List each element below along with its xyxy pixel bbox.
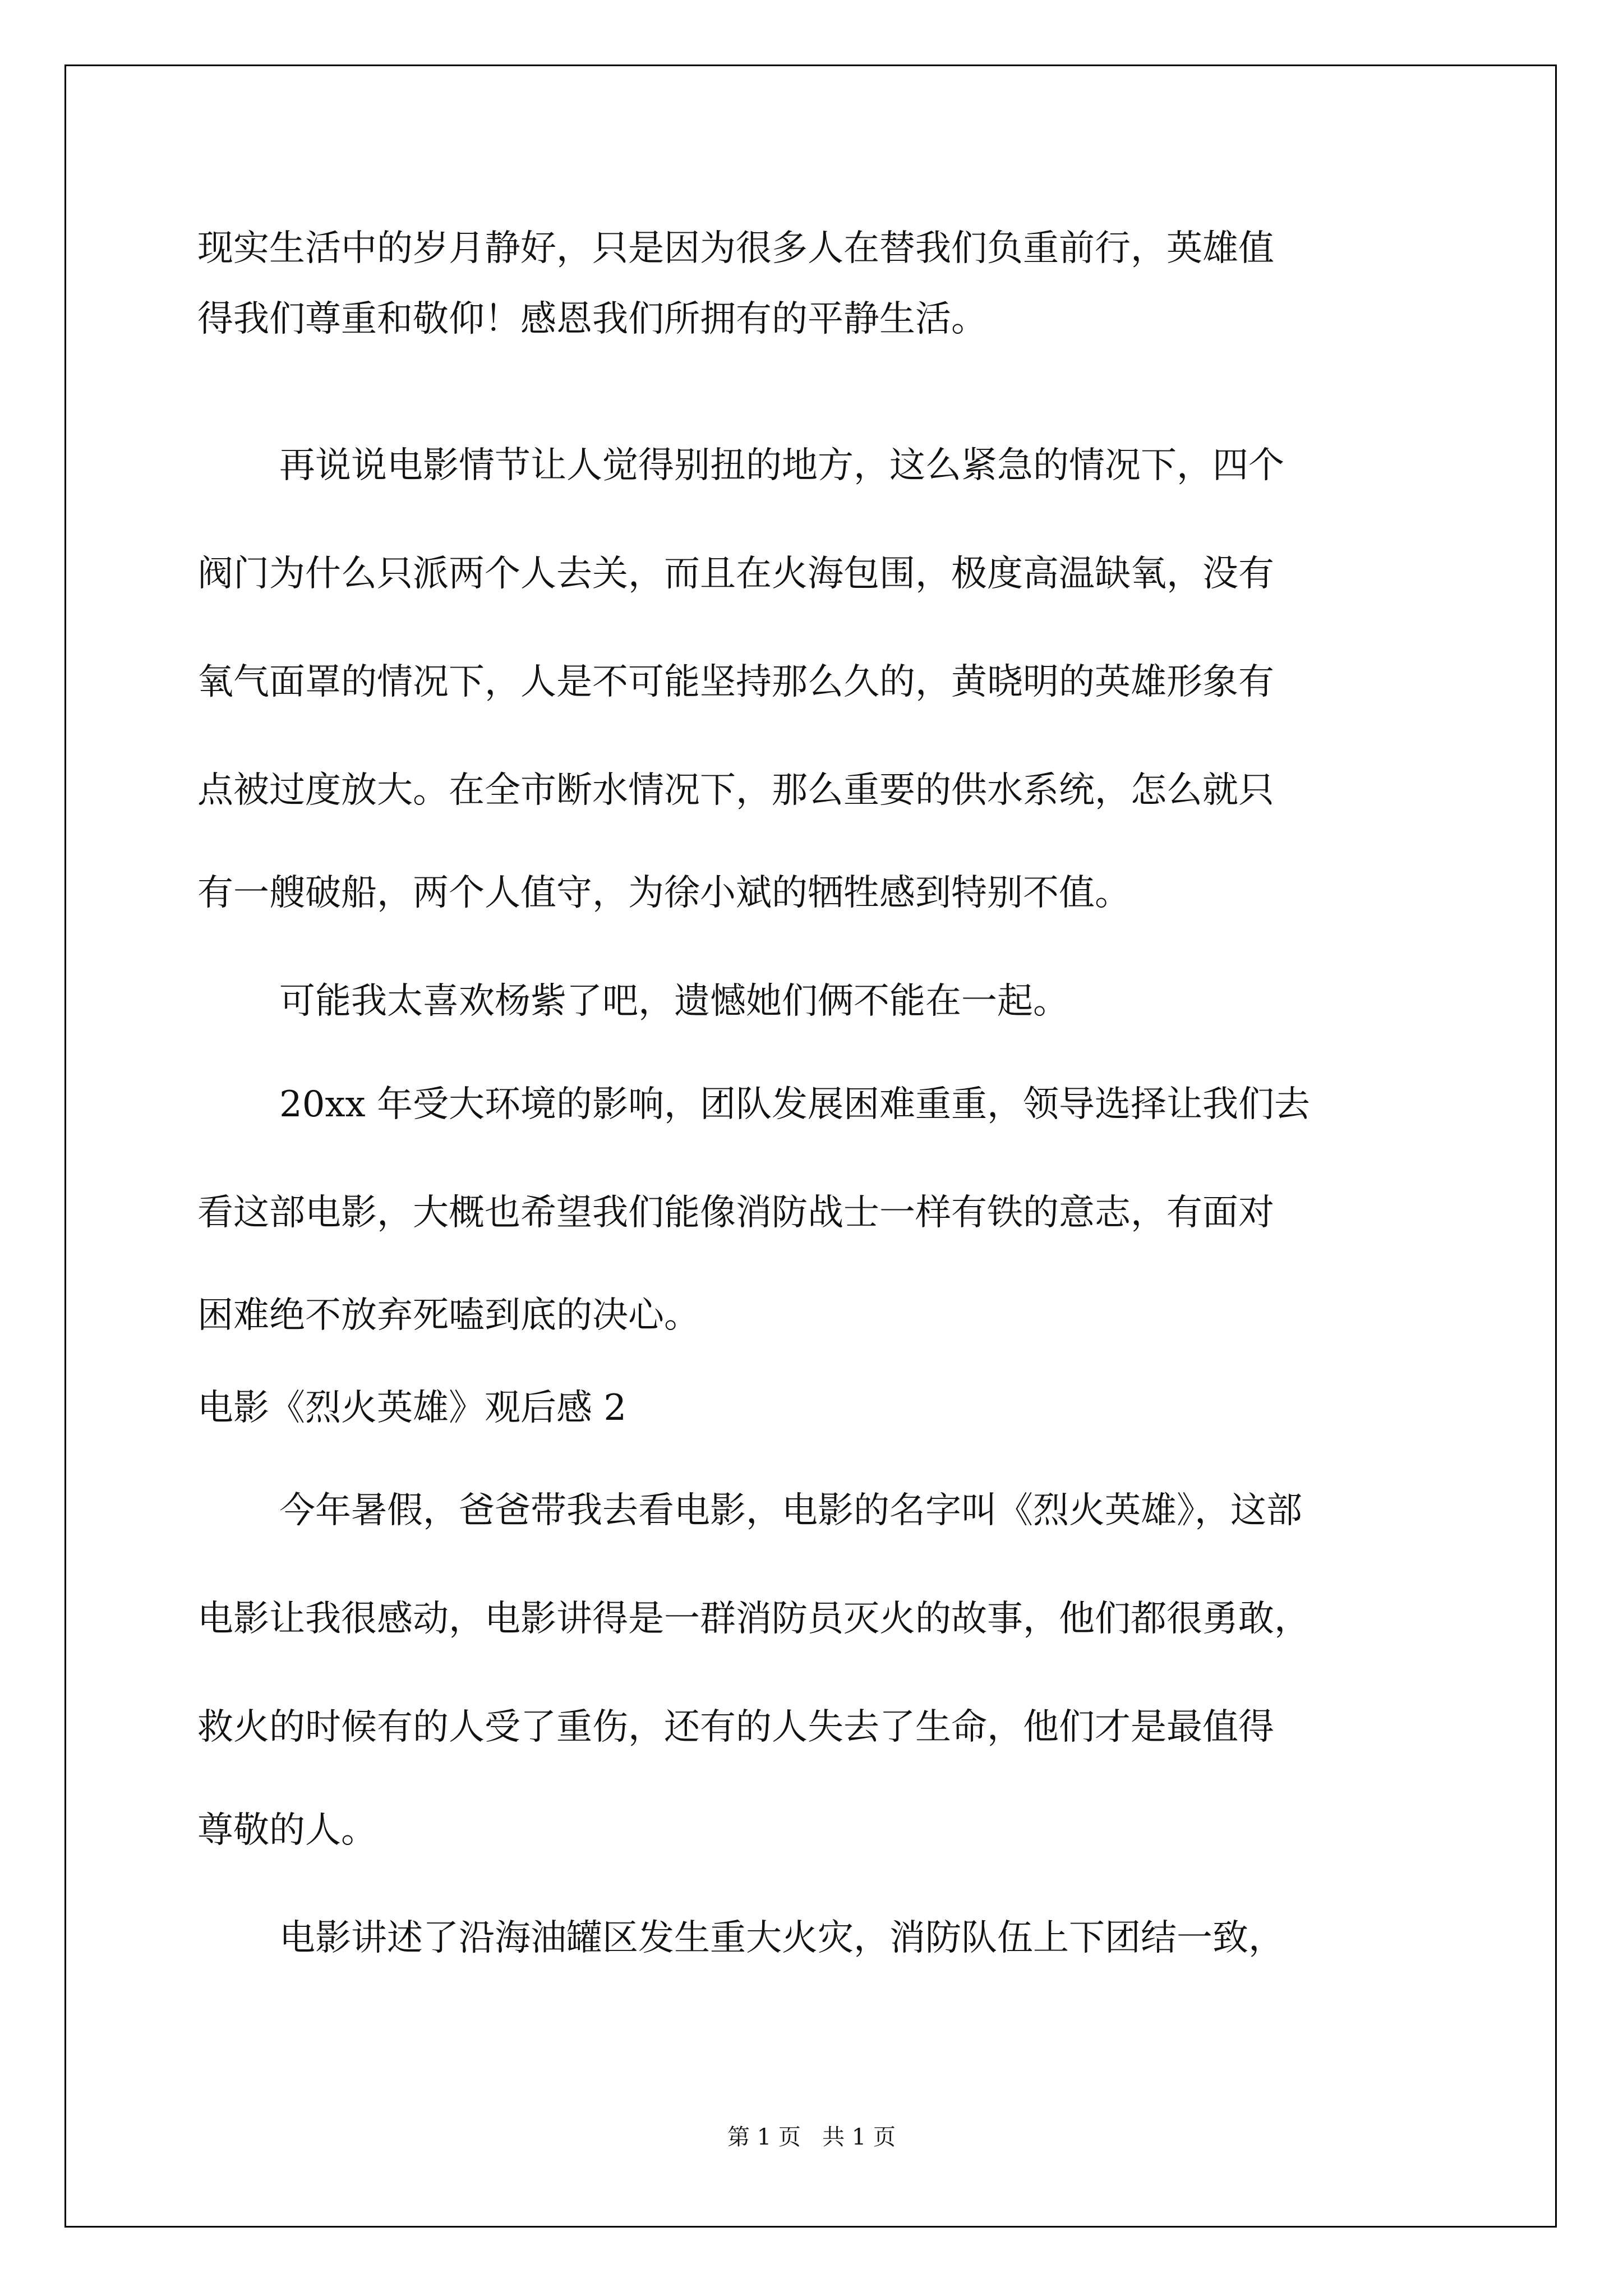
text-line: 得我们尊重和敬仰！感恩我们所拥有的平静生活。 xyxy=(197,298,987,340)
text-line: 氧气面罩的情况下，人是不可能坚持那么久的，黄晓明的英雄形象有 xyxy=(197,661,1274,703)
text-line: 电影讲述了沿海油罐区发生重大火灾，消防队伍上下团结一致， xyxy=(279,1917,1284,1959)
text-line: 困难绝不放弃死嗑到底的决心。 xyxy=(197,1295,700,1336)
text-line: 有一艘破船，两个人值守，为徐小斌的牺牲感到特别不值。 xyxy=(197,872,1131,914)
text-line: 今年暑假，爸爸带我去看电影，电影的名字叫《烈火英雄》，这部 xyxy=(279,1490,1302,1531)
text-line: 救火的时候有的人受了重伤，还有的人失去了生命，他们才是最值得 xyxy=(197,1706,1274,1748)
text-line: 20xx 年受大环境的影响，团队发展困难重重，领导选择让我们去 xyxy=(279,1084,1310,1125)
page-footer: 第 1 页 共 1 页 xyxy=(727,2124,896,2150)
text-line: 电影让我很感动，电影讲得是一群消防员灭火的故事，他们都很勇敢， xyxy=(197,1598,1310,1640)
text-line: 看这部电影，大概也希望我们能像消防战士一样有铁的意志，有面对 xyxy=(197,1192,1274,1234)
text-line: 点被过度放大。在全市断水情况下，那么重要的供水系统，怎么就只 xyxy=(197,770,1274,811)
text-line: 阀门为什么只派两个人去关，而且在火海包围，极度高温缺氧，没有 xyxy=(197,553,1274,595)
text-line: 再说说电影情节让人觉得别扭的地方，这么紧急的情况下，四个 xyxy=(279,445,1284,486)
page-border xyxy=(64,65,1557,2228)
text-line: 现实生活中的岁月静好，只是因为很多人在替我们负重前行，英雄值 xyxy=(197,228,1274,269)
text-line: 尊敬的人。 xyxy=(197,1810,377,1851)
text-line: 可能我太喜欢杨紫了吧，遗憾她们俩不能在一起。 xyxy=(279,981,1069,1022)
section-heading: 电影《烈火英雄》观后感 2 xyxy=(197,1387,627,1429)
